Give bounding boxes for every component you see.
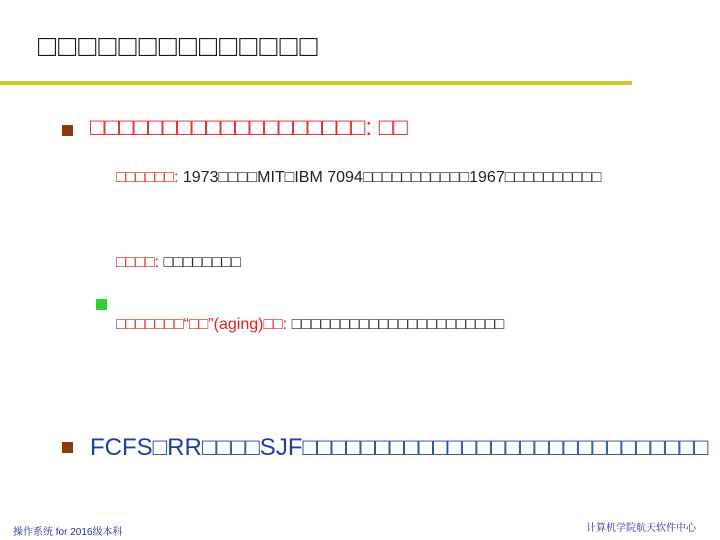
green-bullet-icon <box>96 299 107 310</box>
sub-bullet-1-head: □□□□□□: <box>116 169 183 186</box>
sub-bullet-3 <box>116 316 504 334</box>
sub-bullet-2 <box>116 254 241 272</box>
sub-bullet-3-head: □□□□□□□“□□”(aging)□□: <box>116 316 292 333</box>
sub-bullet-2-body: □□□□□□□□ <box>163 254 241 271</box>
title-divider <box>0 81 632 85</box>
bullet-square-icon <box>62 125 73 136</box>
slide-title: □□□□□□□□□□□□□□ <box>38 30 320 63</box>
sub-bullet-2-head: □□□□: <box>116 254 164 271</box>
bullet-2-text: FCFS□RR□□□□SJF□□□□□□□□□□□□□□□□□□□□□□□□□□□□ <box>90 434 709 461</box>
footer-department: 计算机学院航天软件中心 <box>586 523 696 534</box>
bullet-square-icon <box>62 442 73 453</box>
bullet-1-text: □□□□□□□□□□□□□□□□□□□: □□ <box>90 114 408 141</box>
sub-bullet-3-body: □□□□□□□□□□□□□□□□□□□□□□ <box>291 316 505 333</box>
sub-bullet-1-body: 1973□□□□MIT□IBM 7094□□□□□□□□□□□1967□□□□□□□□□□ <box>182 169 602 186</box>
footer-course: 操作系统 for 2016级本科 <box>13 527 123 538</box>
sub-bullet-1 <box>116 163 696 192</box>
